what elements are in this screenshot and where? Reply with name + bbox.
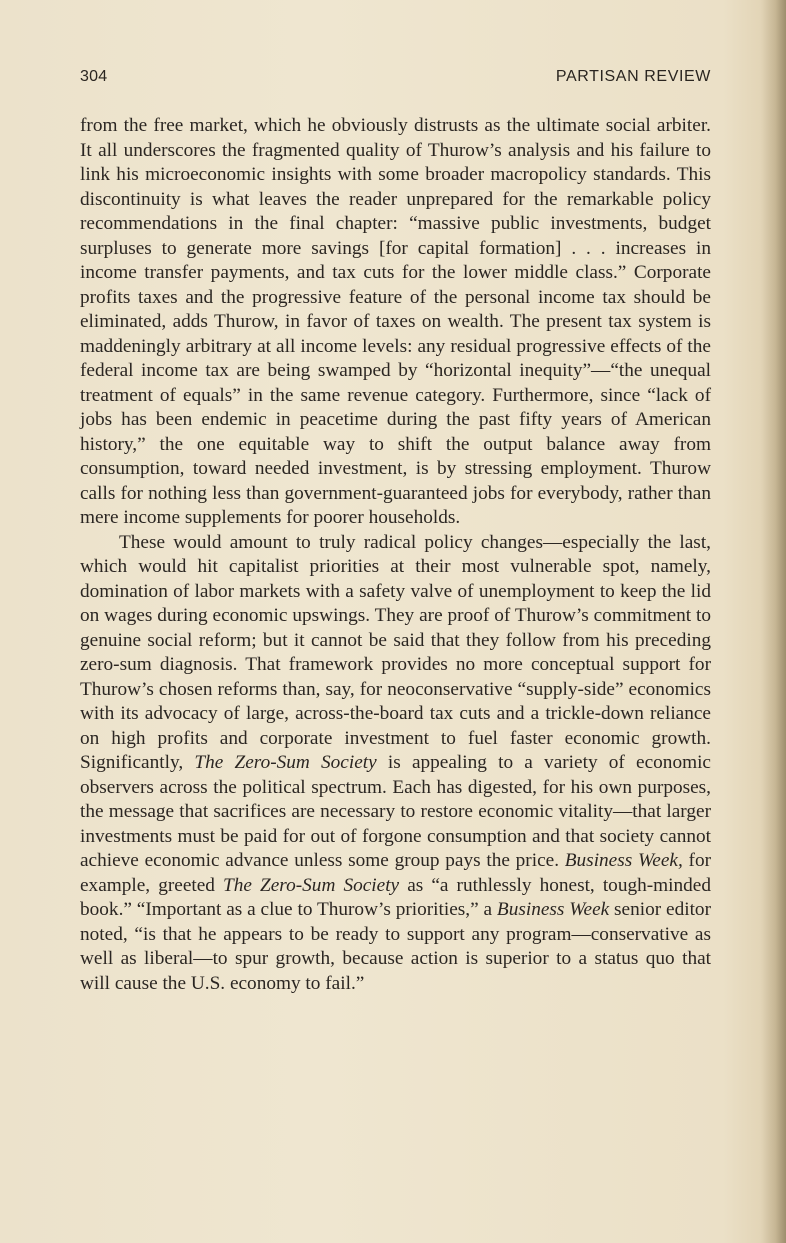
magazine-title-reference: Business Week, <box>564 850 683 871</box>
paragraph-2-text: senior editor noted, “is that he appears to be ready to support any program—conservative as well as liberal—to spur growth, because action is superior to a status quo that will cause the U.S. economy to fail.” <box>80 899 711 994</box>
paragraph-2-text: is appealing to a variety of economic observers across the political spectrum. Each has digested, for his own purposes, the message that sacrifices are necessary to restore economic vitality—that larger investments must be paid for out of forgone consumption and that society cannot achieve economic advance unless some group pays the price. <box>80 752 711 871</box>
book-title-reference: The Zero-Sum Society <box>194 752 377 773</box>
paragraph-2 <box>80 531 711 997</box>
page-number: 304 <box>80 68 108 85</box>
paragraph-2-text: for example, greeted <box>80 850 712 896</box>
running-head <box>80 68 711 94</box>
paragraph-2-text: These would amount to truly radical policy changes—especially the last, which would hit capitalist priorities at their most vulnerable spot, namely, domination of labor markets with a safety valve of unemployment to keep the lid on wages during economic upswings. They are proof of Thurow’s commitment to genuine social reform; but it cannot be said that they follow from his preceding zero-sum diagnosis. That framework provides no more conceptual support for Thurow’s chosen reforms than, say, for neoconservative “supply-side” economics with its advocacy of large, across-the-board tax cuts and a trickle-down reliance on high profits and corporate investment to fuel faster economic growth. Significantly, <box>80 531 711 773</box>
magazine-title-reference: Business Week <box>496 899 610 920</box>
paragraph-1: from the free market, which he obviously distrusts as the ultimate social arbiter. It all underscores the fragmented quality of Thurow’s analysis and his failure to link his microeconomic insights with some broader macropolicy standards. This discontinuity is what leaves the reader unprepared for the remarkable policy recommendations in the final chapter: “massive public investments, budget surpluses to generate more savings [for capital formation] . . . increases in income transfer payments, and tax cuts for the lower middle class.” Corporate profits taxes and the progressive feature of the personal income tax should be eliminated, adds Thurow, in favor of taxes on wealth. The present tax system is maddeningly arbitrary at all income levels: any residual progressive effects of the federal income tax are being swamped by “horizontal inequity”—“the unequal treatment of equals” in the same revenue category. Furthermore, since “lack of jobs has been endemic in peacetime during the past fifty years of American history,” the one equitable way to shift the output balance away from consumption, toward needed investment, is by stressing employment. Thurow calls for nothing less than government-guaranteed jobs for everybody, rather than mere income supplements for poorer households. <box>80 115 711 528</box>
paragraph-2-text: as “a ruthlessly honest, tough-minded book.” “Important as a clue to Thurow’s priorities,” a <box>80 874 712 920</box>
journal-title: PARTISAN REVIEW <box>555 68 711 85</box>
book-title-reference: The Zero-Sum Society <box>223 874 400 896</box>
body-text <box>80 114 711 996</box>
